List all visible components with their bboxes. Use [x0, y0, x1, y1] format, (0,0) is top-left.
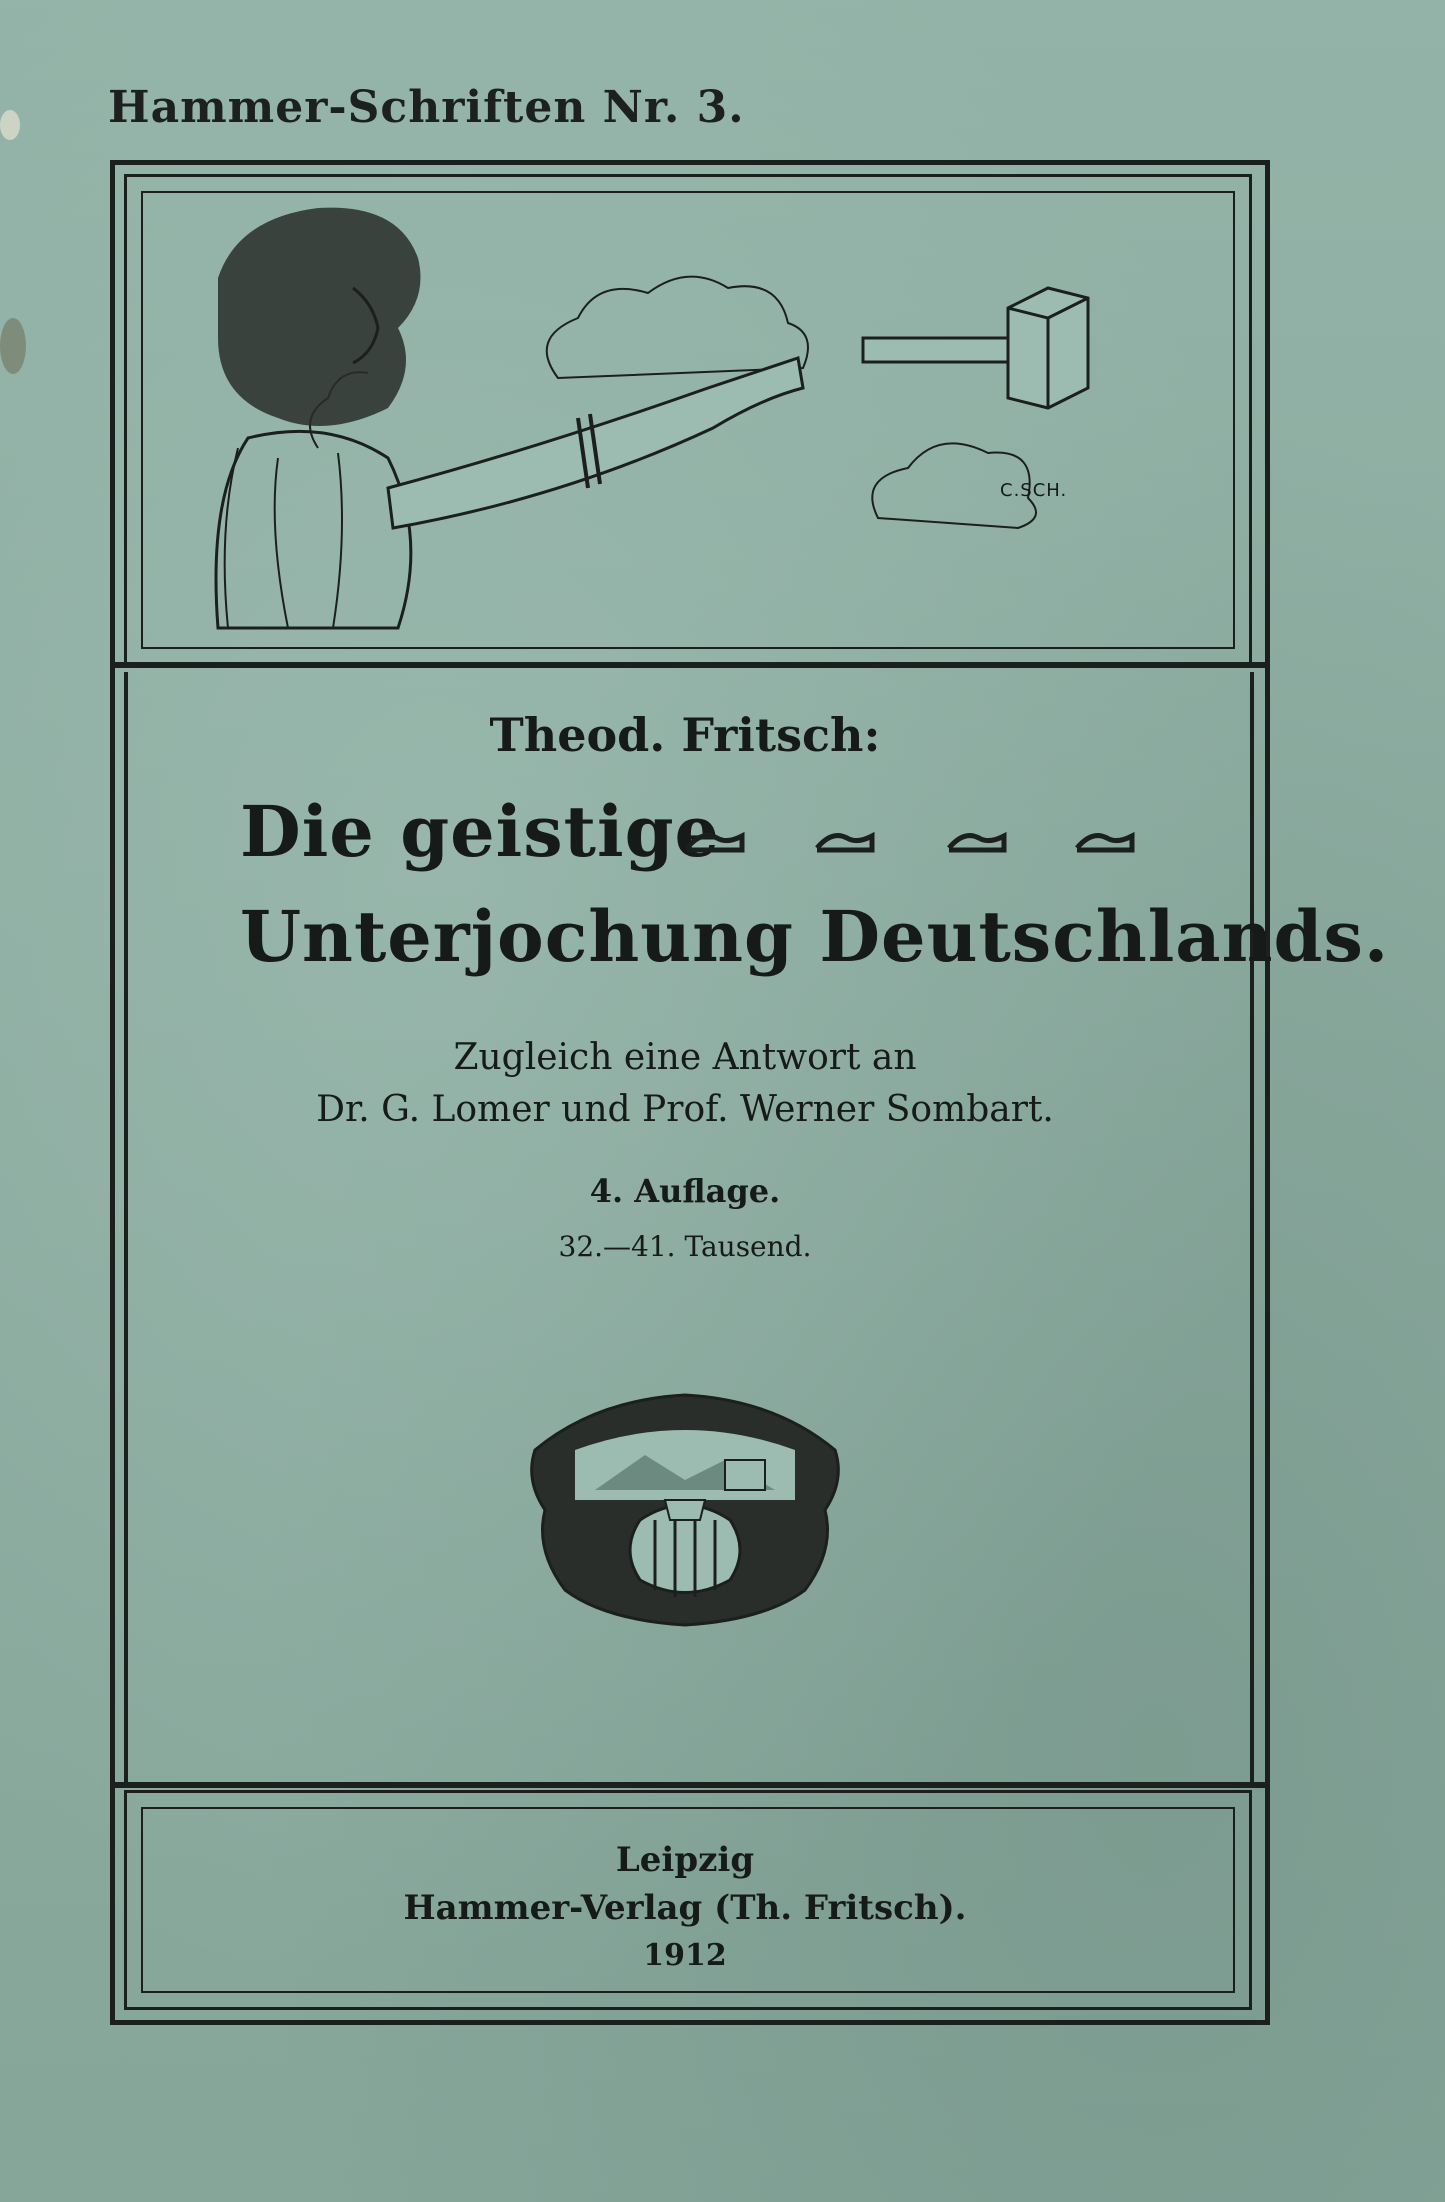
- subtitle-line-2: Dr. G. Lomer und Prof. Werner Sombart.: [316, 1089, 1054, 1130]
- flourish-ornaments: [682, 826, 1138, 856]
- divider-rule: [110, 1782, 1270, 1788]
- figure-hair: [218, 208, 421, 426]
- print-run-label: 32.—41. Tausend.: [558, 1230, 812, 1263]
- flourish-ornament: [949, 836, 1004, 850]
- cloud-shape: [547, 277, 808, 378]
- flourish-ornament: [817, 836, 872, 850]
- flourish-ornament: [687, 836, 742, 850]
- edition-label: 4. Auflage.: [589, 1172, 781, 1210]
- stain-mark: [0, 318, 26, 374]
- flourish-ornament: [1077, 836, 1132, 850]
- author-name: Theod. Fritsch:: [489, 708, 881, 762]
- stain-mark: [0, 110, 20, 140]
- urn-landscape-vignette: [515, 1390, 850, 1630]
- subtitle-line-1: Zugleich eine Antwort an: [453, 1037, 917, 1078]
- imprint-publisher: Hammer-Verlag (Th. Fritsch).: [403, 1888, 967, 1928]
- subtitle: [124, 1032, 1246, 1136]
- hammer-figure-illustration: [138, 188, 1232, 646]
- imprint-year: 1912: [643, 1938, 727, 1973]
- figure-fur: [225, 448, 342, 628]
- illustration-signature: C.SCH.: [1000, 480, 1068, 501]
- series-title: Hammer-Schriften Nr. 3.: [108, 82, 745, 133]
- figure-body: [216, 431, 411, 628]
- vignette-urn-neck: [665, 1500, 705, 1520]
- divider-rule: [110, 662, 1270, 668]
- imprint-place: Leipzig: [615, 1840, 755, 1880]
- vignette-house: [725, 1460, 765, 1490]
- title-line-2: Unterjochung Deutschlands.: [240, 895, 1390, 978]
- title-line-1: Die geistige: [240, 790, 721, 873]
- hammer-handle: [863, 338, 1013, 362]
